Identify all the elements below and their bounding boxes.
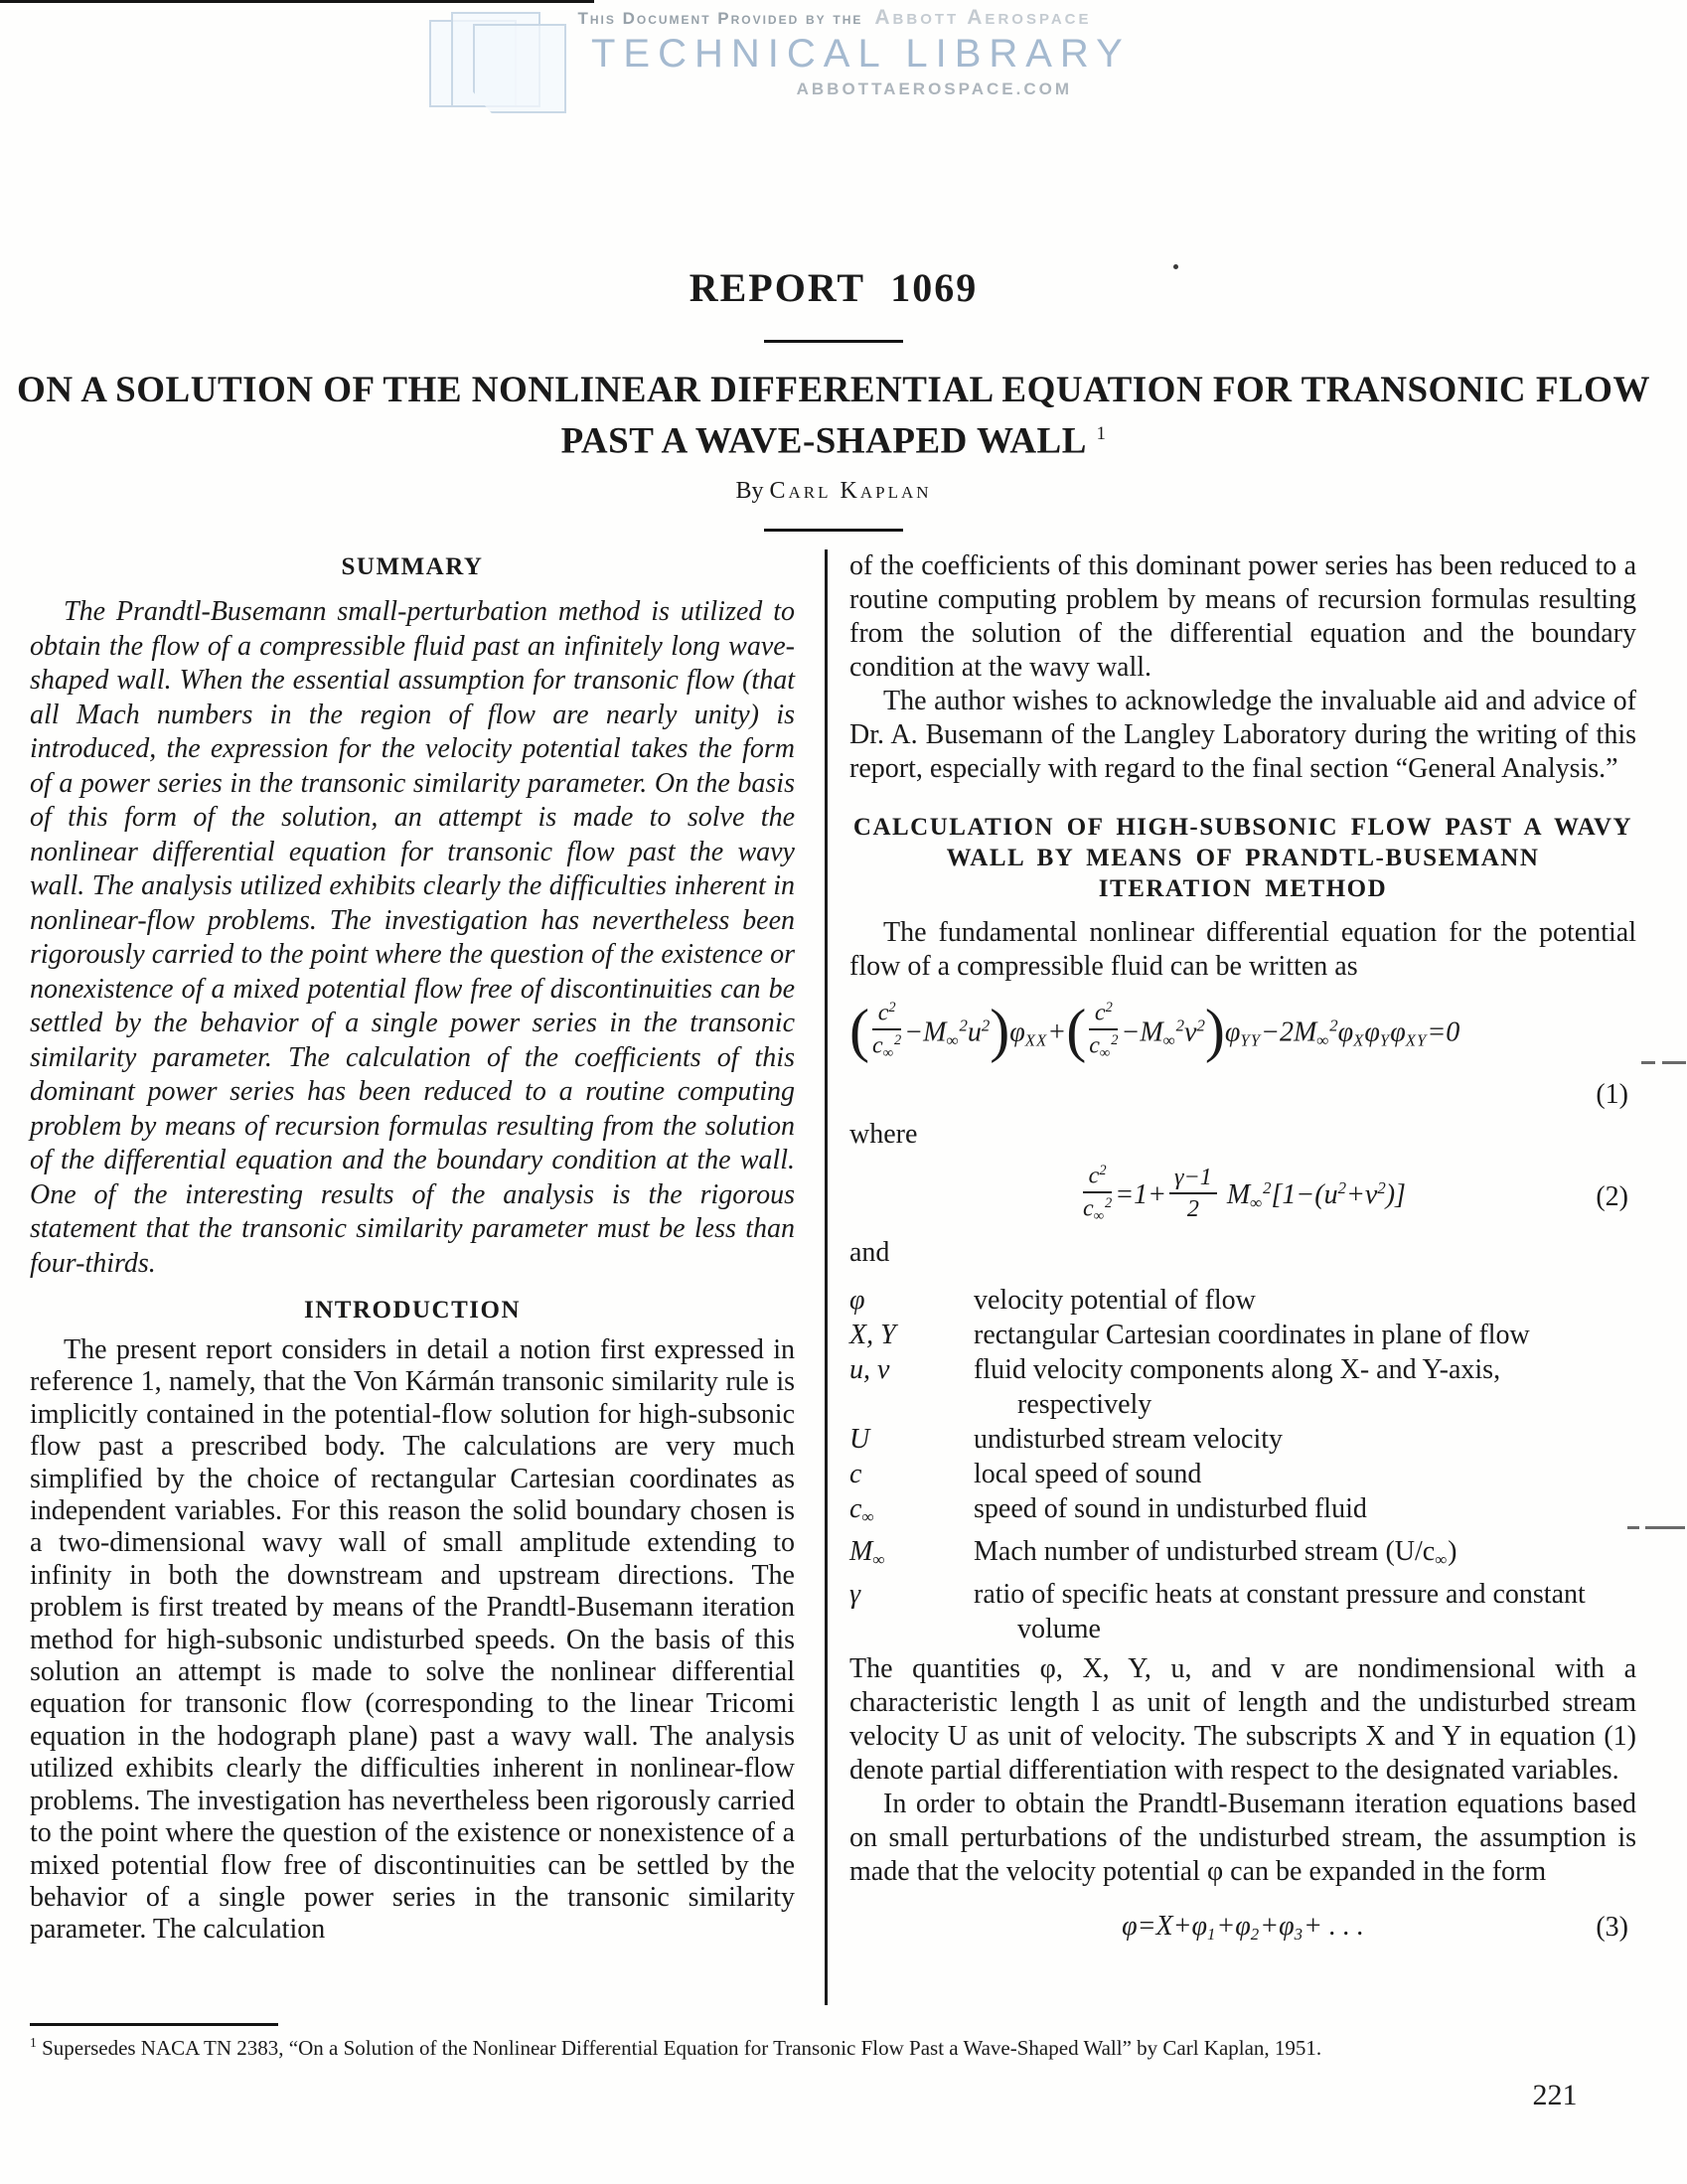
continuation-paragraph: of the coefficients of this dominant power series has been reduced to a routine computing problem by means of recursion formulas resulting from the solution of the differential equation and the boundary condition at the wavy wall. [849,550,1636,683]
title-line1: ON A SOLUTION OF THE NONLINEAR DIFFERENTIAL EQUATION FOR TRANSONIC FLOW [17,370,1650,410]
where-label: where [849,1119,918,1150]
introduction-text: The present report considers in detail a notion first expressed in reference 1, namely, that the Von Kármán transonic similarity rule is implicitly contained in the potential-flow solution for high-subsonic flow past a prescribed body. The calculations are very much simplified by the choice of rectangular Cartesian coordinates as independent variables. For this reason the solid boundary chosen is a two-dimensional wavy wall of small amplitude extending to infinity in both the downstream and upstream directions. The problem is first treated by means of the Prandtl-Busemann iteration method for high-subsonic undisturbed speeds. On the basis of this solution an attempt is made to solve the nonlinear differential equation for transonic flow (corresponding to the linear Tricomi equation in the hodograph plane) past a wavy wall. The analysis utilized exhibits clearly the difficulties inherent in nonlinear-flow problems. The investigation has nevertheless been rigorously carried to the point where the question of the existence or nonexistence of a mixed potential flow free of discontinuities can be settled by the behavior of a single power series in the transonic similarity parameter. The calculation [30,1334,795,1946]
site-url: ABBOTTAEROSPACE.COM [796,79,1072,98]
symbol-definition-row [849,1577,1636,1646]
logo-page-front [473,24,566,113]
byline-divider-rule [764,529,903,532]
symbol-definition-row [849,1491,1636,1534]
symbol: U [849,1424,870,1456]
equation-3-body: $\varphi=X+\varphi_1+\varphi_2+\varphi_3+$ . . . [1122,1911,1364,1945]
title-footnote-marker: 1 [1096,424,1107,444]
symbol: u, v [849,1354,890,1386]
summary-heading: SUMMARY [341,553,484,580]
symbol-definition: undisturbed stream velocity [974,1424,1284,1456]
watermark-text [577,6,1131,99]
scan-edge-line [0,0,594,3]
footnote-block [30,2023,1649,2061]
footnote-divider-rule [30,2023,278,2026]
section-heading-line1: CALCULATION OF HIGH-SUBSONIC FLOW PAST A WAVY [852,814,1633,841]
summary-text: The Prandtl-Busemann small-perturbation method is utilized to obtain the flow of a compressible fluid past an infinitely long wave-shaped wall. When the essential assumption for transonic flow (that all Mach numbers in the region of flow are nearly unity) is introduced, the expression for the velocity potential takes the form of a power series in the transonic similarity parameter. On the basis of this form of the solution, an attempt is made to solve the nonlinear differential equation for transonic flow past the wavy wall. The analysis utilized exhibits clearly the difficulties inherent in nonlinear-flow problems. The investigation has nevertheless been rigorously carried to the point where the question of the existence or nonexistence of a mixed potential flow free of discontinuities can be settled by the behavior of a single power series in the transonic similarity parameter. The calculation of the coefficients of this dominant power series has been reduced to a routine computing problem by means of recursion formulas resulting from the solution of the differential equation and the boundary condition at the wall. One of the interesting results of the analysis is the rigorous statement that the transonic similarity parameter must be less than four-thirds. [30,596,795,1279]
header-watermark [427,6,1131,115]
right-column [825,549,1636,2005]
symbol-definition: fluid velocity components along X- and Y-axis, respectively [974,1354,1501,1421]
page-title [0,369,1667,463]
two-column-body [30,549,1636,2005]
equation-2 [849,1163,1636,1227]
symbol: φ [849,1285,865,1317]
footnote-marker: 1 [30,2035,37,2050]
page-number: 221 [1532,2079,1578,2111]
library-title: TECHNICAL LIBRARY [591,32,1131,76]
symbol-definition: rectangular Cartesian coordinates in plane of flow [974,1320,1530,1351]
byline [0,478,1667,505]
stacked-pages-logo-icon [427,12,576,111]
symbol-definition-row [849,1283,1636,1318]
symbol: $M_\infty$ [849,1536,886,1570]
margin-dash-artifact [1641,1061,1655,1064]
symbol-list [849,1283,1636,1646]
symbol-definition-row [849,1457,1636,1491]
section-heading-line3: ITERATION METHOD [1098,875,1388,902]
equation-1-body: ( $\frac{c^2}{c_\infty^2}$ $-M_\infty^2u^2)\varphi_{XX}+$( $\frac{c^2}{c_\infty^2}$ $-M_\infty^2v^2)\varphi_{YY}-2M_\infty^2\varphi_X\varphi_Y\varphi_{XY}=0$ [849,998,1460,1064]
equation-3 [849,1911,1636,1945]
equation-1 [849,1000,1636,1069]
symbol-definition: ratio of specific heats at constant pressure and constant volume [974,1579,1586,1645]
symbol-definition-row [849,1352,1636,1422]
margin-dash-artifact [1645,1526,1685,1529]
symbol: γ [849,1579,861,1611]
report-divider-rule [764,340,903,343]
section-heading-line2: WALL BY MEANS OF PRANDTL-BUSEMANN [946,845,1540,871]
equation-2-number: (2) [1596,1180,1628,1212]
left-column [30,549,825,2005]
symbol: $c_\infty$ [849,1493,875,1527]
title-line2: PAST A WAVE-SHAPED WALL [560,420,1087,462]
symbol-definition: local speed of sound [974,1459,1202,1490]
symbol-definition: speed of sound in undisturbed fluid [974,1493,1367,1525]
equation-2-body: $\frac{c^2}{c_\infty^2}$ =1+ $\frac{\gamma-1}{2}$ $M_\infty^2[1-(u^2+v^2)]$ [1083,1163,1406,1224]
symbol-definition-row [849,1422,1636,1457]
symbol-definition: Mach number of undisturbed stream $(U/c_\infty)$ [974,1536,1457,1570]
equation-1-number: (1) [1596,1079,1628,1110]
section-heading [849,812,1636,904]
margin-dash-artifact [1662,1061,1686,1064]
report-label: REPORT 1069 [689,265,979,310]
acknowledgment-paragraph: The author wishes to acknowledge the invaluable aid and advice of Dr. A. Busemann of the Langley Laboratory during the writing of this report, especially with regard to the final section “General Analysis.” [849,686,1636,784]
masthead [0,266,1667,532]
symbol-definition-row [849,1318,1636,1352]
byline-prefix: By [735,478,764,505]
author-name: Carl Kaplan [769,478,932,505]
introduction-heading: INTRODUCTION [303,1297,522,1324]
equation-3-number: (3) [1596,1912,1628,1944]
nondimensional-paragraph: The quantities φ, X, Y, u, and v are nondimensional with a characteristic length l as unit of length and the undisturbed stream velocity U as unit of velocity. The subscripts X and Y in equation (1) denote partial differentiation with respect to the designated variables. [849,1653,1636,1787]
and-label: and [849,1237,890,1269]
symbol: c [849,1459,862,1490]
symbol-definition: velocity potential of flow [974,1285,1256,1317]
symbol-definition-row [849,1534,1636,1577]
fundamental-intro-paragraph: The fundamental nonlinear differential equation for the potential flow of a compressible fluid can be written as [849,917,1636,982]
provided-by-line: This Document Provided by the [577,9,863,28]
brand-name: Abbott Aerospace [874,6,1092,29]
symbol: X, Y [849,1320,896,1351]
footnote [30,2035,1649,2061]
footnote-text: Supersedes NACA TN 2383, “On a Solution of the Nonlinear Differential Equation for Transonic Flow Past a Wave-Shaped Wall” by Carl Kaplan, 1951. [36,2036,1322,2060]
iteration-paragraph: In order to obtain the Prandtl-Busemann iteration equations based on small perturbations of the undisturbed stream, the assumption is made that the velocity potential φ can be expanded in the form [849,1789,1636,1888]
